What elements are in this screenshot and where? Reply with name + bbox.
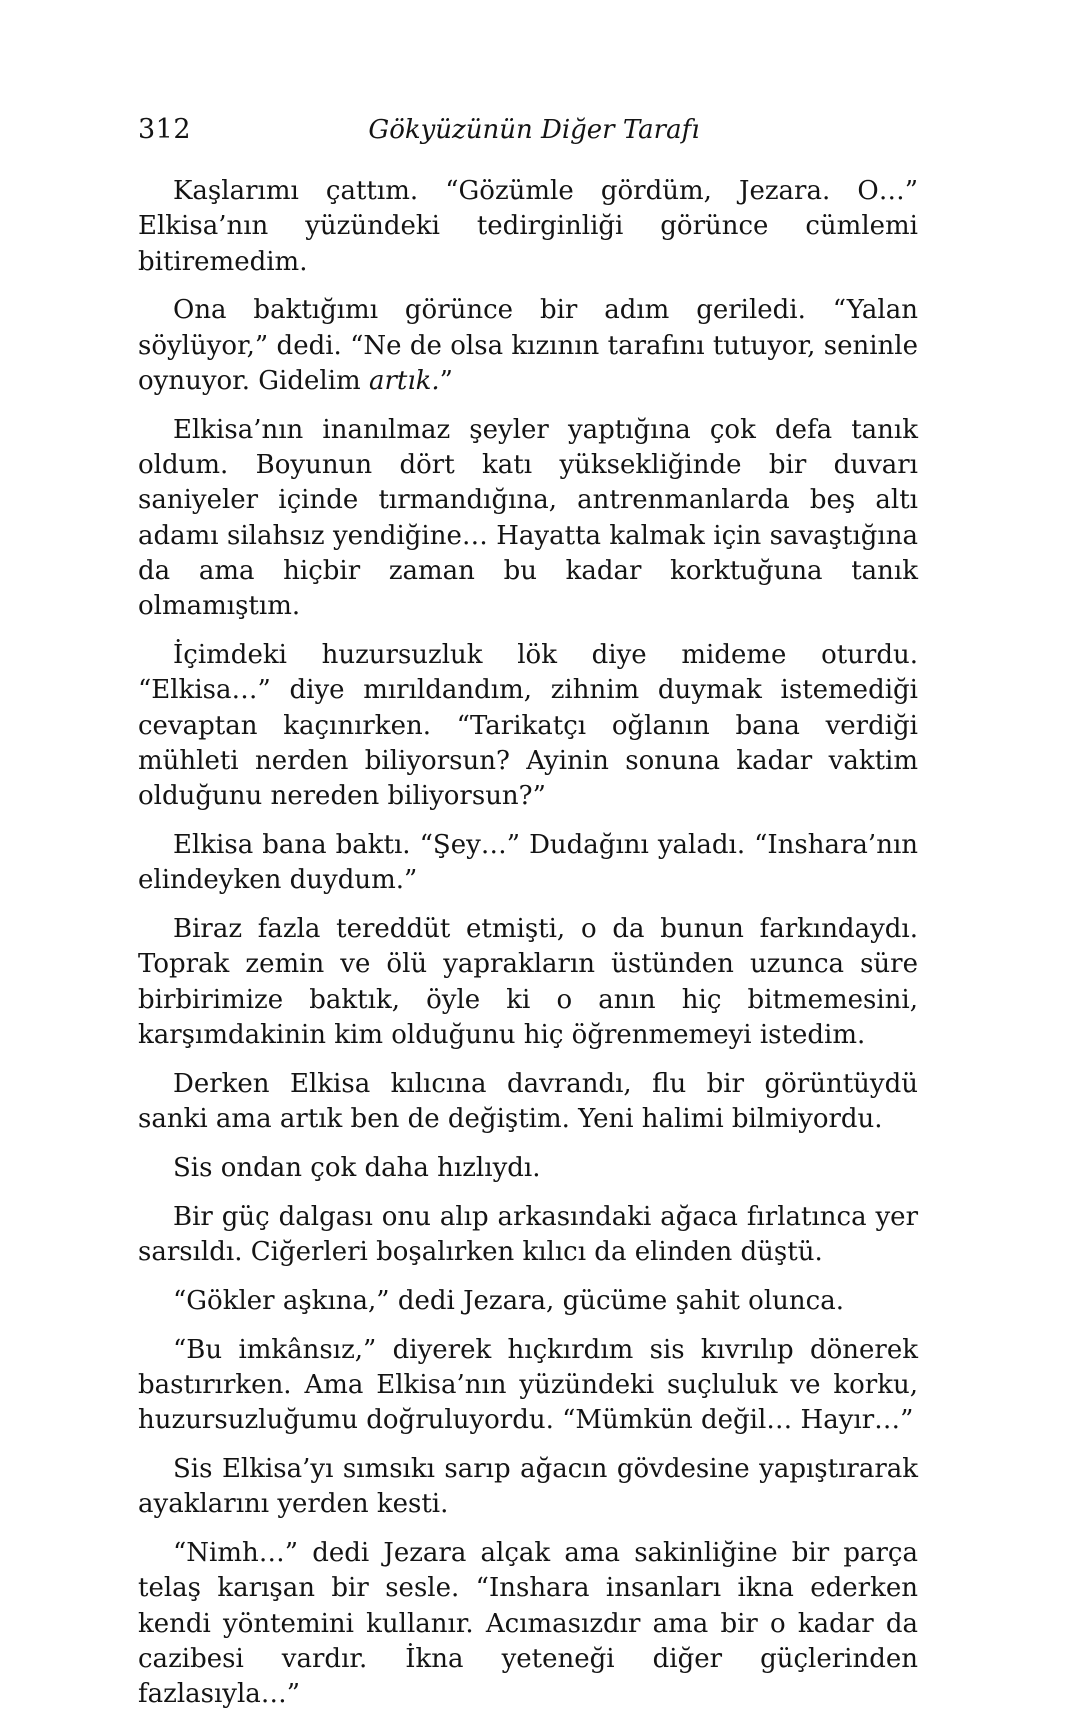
paragraph-text: “Bu imkânsız,” diyerek hıçkırdım sis kıvrılıp dönerek bastırırken. Ama Elkisa’nın yüzündeki suçluluk ve korku, huzursuzluğumu doğruluyordu. “Mümkün değil… Hayır…” — [138, 1334, 918, 1436]
paragraph-text: Ona baktığımı görünce bir adım geriledi. “Yalan söylüyor,” dedi. “Ne de olsa kızının tarafını tutuyor, seninle oynuyor. Gidelim — [138, 295, 918, 396]
emphasis-text: artık. — [368, 365, 440, 396]
paragraph-text: İçimdeki huzursuzluk lök diye mideme oturdu. “Elkisa…” diye mırıldandım, zihnim duymak istemediği cevaptan kaçınırken. “Tarikatçı oğlanın bana verdiği mühleti nerden biliyorsun? Ayinin sonuna kadar vaktim olduğunu nereden biliyorsun?” — [138, 640, 918, 812]
paragraph — [138, 1200, 918, 1271]
paragraph — [138, 413, 918, 625]
paragraph-text: Biraz fazla tereddüt etmişti, o da bunun farkındaydı. Toprak zemin ve ölü yaprakların üstünden uzunca süre birbirimize baktık, öyle ki o anın hiç bitmemesini, karşımdakinin kim olduğunu hiç öğrenmemeyi istedim. — [138, 914, 918, 1051]
paragraph-text: “Nimh…” dedi Jezara alçak ama sakinliğine bir parça telaş karışan bir sesle. “Inshara insanları ikna ederken kendi yöntemini kullanır. Acımasızdır ama bir o kadar da cazibesi vardır. İkna yeteneği diğer güçlerinden fazlasıyla…” — [138, 1538, 918, 1710]
paragraph-tail: ” — [439, 365, 453, 396]
paragraph — [138, 1151, 918, 1186]
paragraph-text: Sis Elkisa’yı sımsıkı sarıp ağacın gövdesine yapıştırarak ayaklarını yerden kesti. — [138, 1454, 918, 1520]
book-title: Gökyüzünün Diğer Tarafı — [368, 115, 700, 145]
paragraph — [138, 828, 918, 899]
paragraph — [138, 638, 918, 814]
paragraph — [138, 174, 918, 280]
paragraph-text: Elkisa bana baktı. “Şey…” Dudağını yaladı. “Inshara’nın elindeyken duydum.” — [138, 830, 918, 896]
paragraph — [138, 1284, 918, 1319]
paragraph-text: Derken Elkisa kılıcına davrandı, flu bir görüntüydü sanki ama artık ben de değiştim. Yeni halimi bilmiyordu. — [138, 1068, 918, 1135]
paragraph-text: “Gökler aşkına,” dedi Jezara, gücüme şahit olunca. — [173, 1285, 844, 1316]
paragraph — [138, 293, 918, 399]
paragraph-text: Bir güç dalgası onu alıp arkasındaki ağaca fırlatınca yer sarsıldı. Ciğerleri boşalırken kılıcı da elinden düştü. — [138, 1201, 918, 1268]
page-number: 312 — [138, 114, 192, 145]
paragraph — [138, 912, 918, 1053]
paragraph — [138, 1067, 918, 1138]
paragraph — [138, 1333, 918, 1439]
paragraph-text: Elkisa’nın inanılmaz şeyler yaptığına çok defa tanık oldum. Boyunun dört katı yüksekliğinde bir duvarı saniyeler içinde tırmandığına, antrenmanlarda beş altı adamı silahsız yendiğine… Hayatta kalmak için savaştığına da ama hiçbir zaman bu kadar korktuğuna tanık olmamıştım. — [138, 414, 918, 622]
paragraph — [138, 1536, 918, 1712]
running-head — [138, 112, 924, 148]
paragraph-text: Sis ondan çok daha hızlıydı. — [173, 1152, 541, 1183]
paragraph — [138, 1452, 918, 1523]
paragraph-text: Kaşlarımı çattım. “Gözümle gördüm, Jezara. O…” Elkisa’nın yüzündeki tedirginliği görünce cümlemi bitiremedim. — [138, 176, 918, 277]
body-text — [138, 174, 918, 1726]
